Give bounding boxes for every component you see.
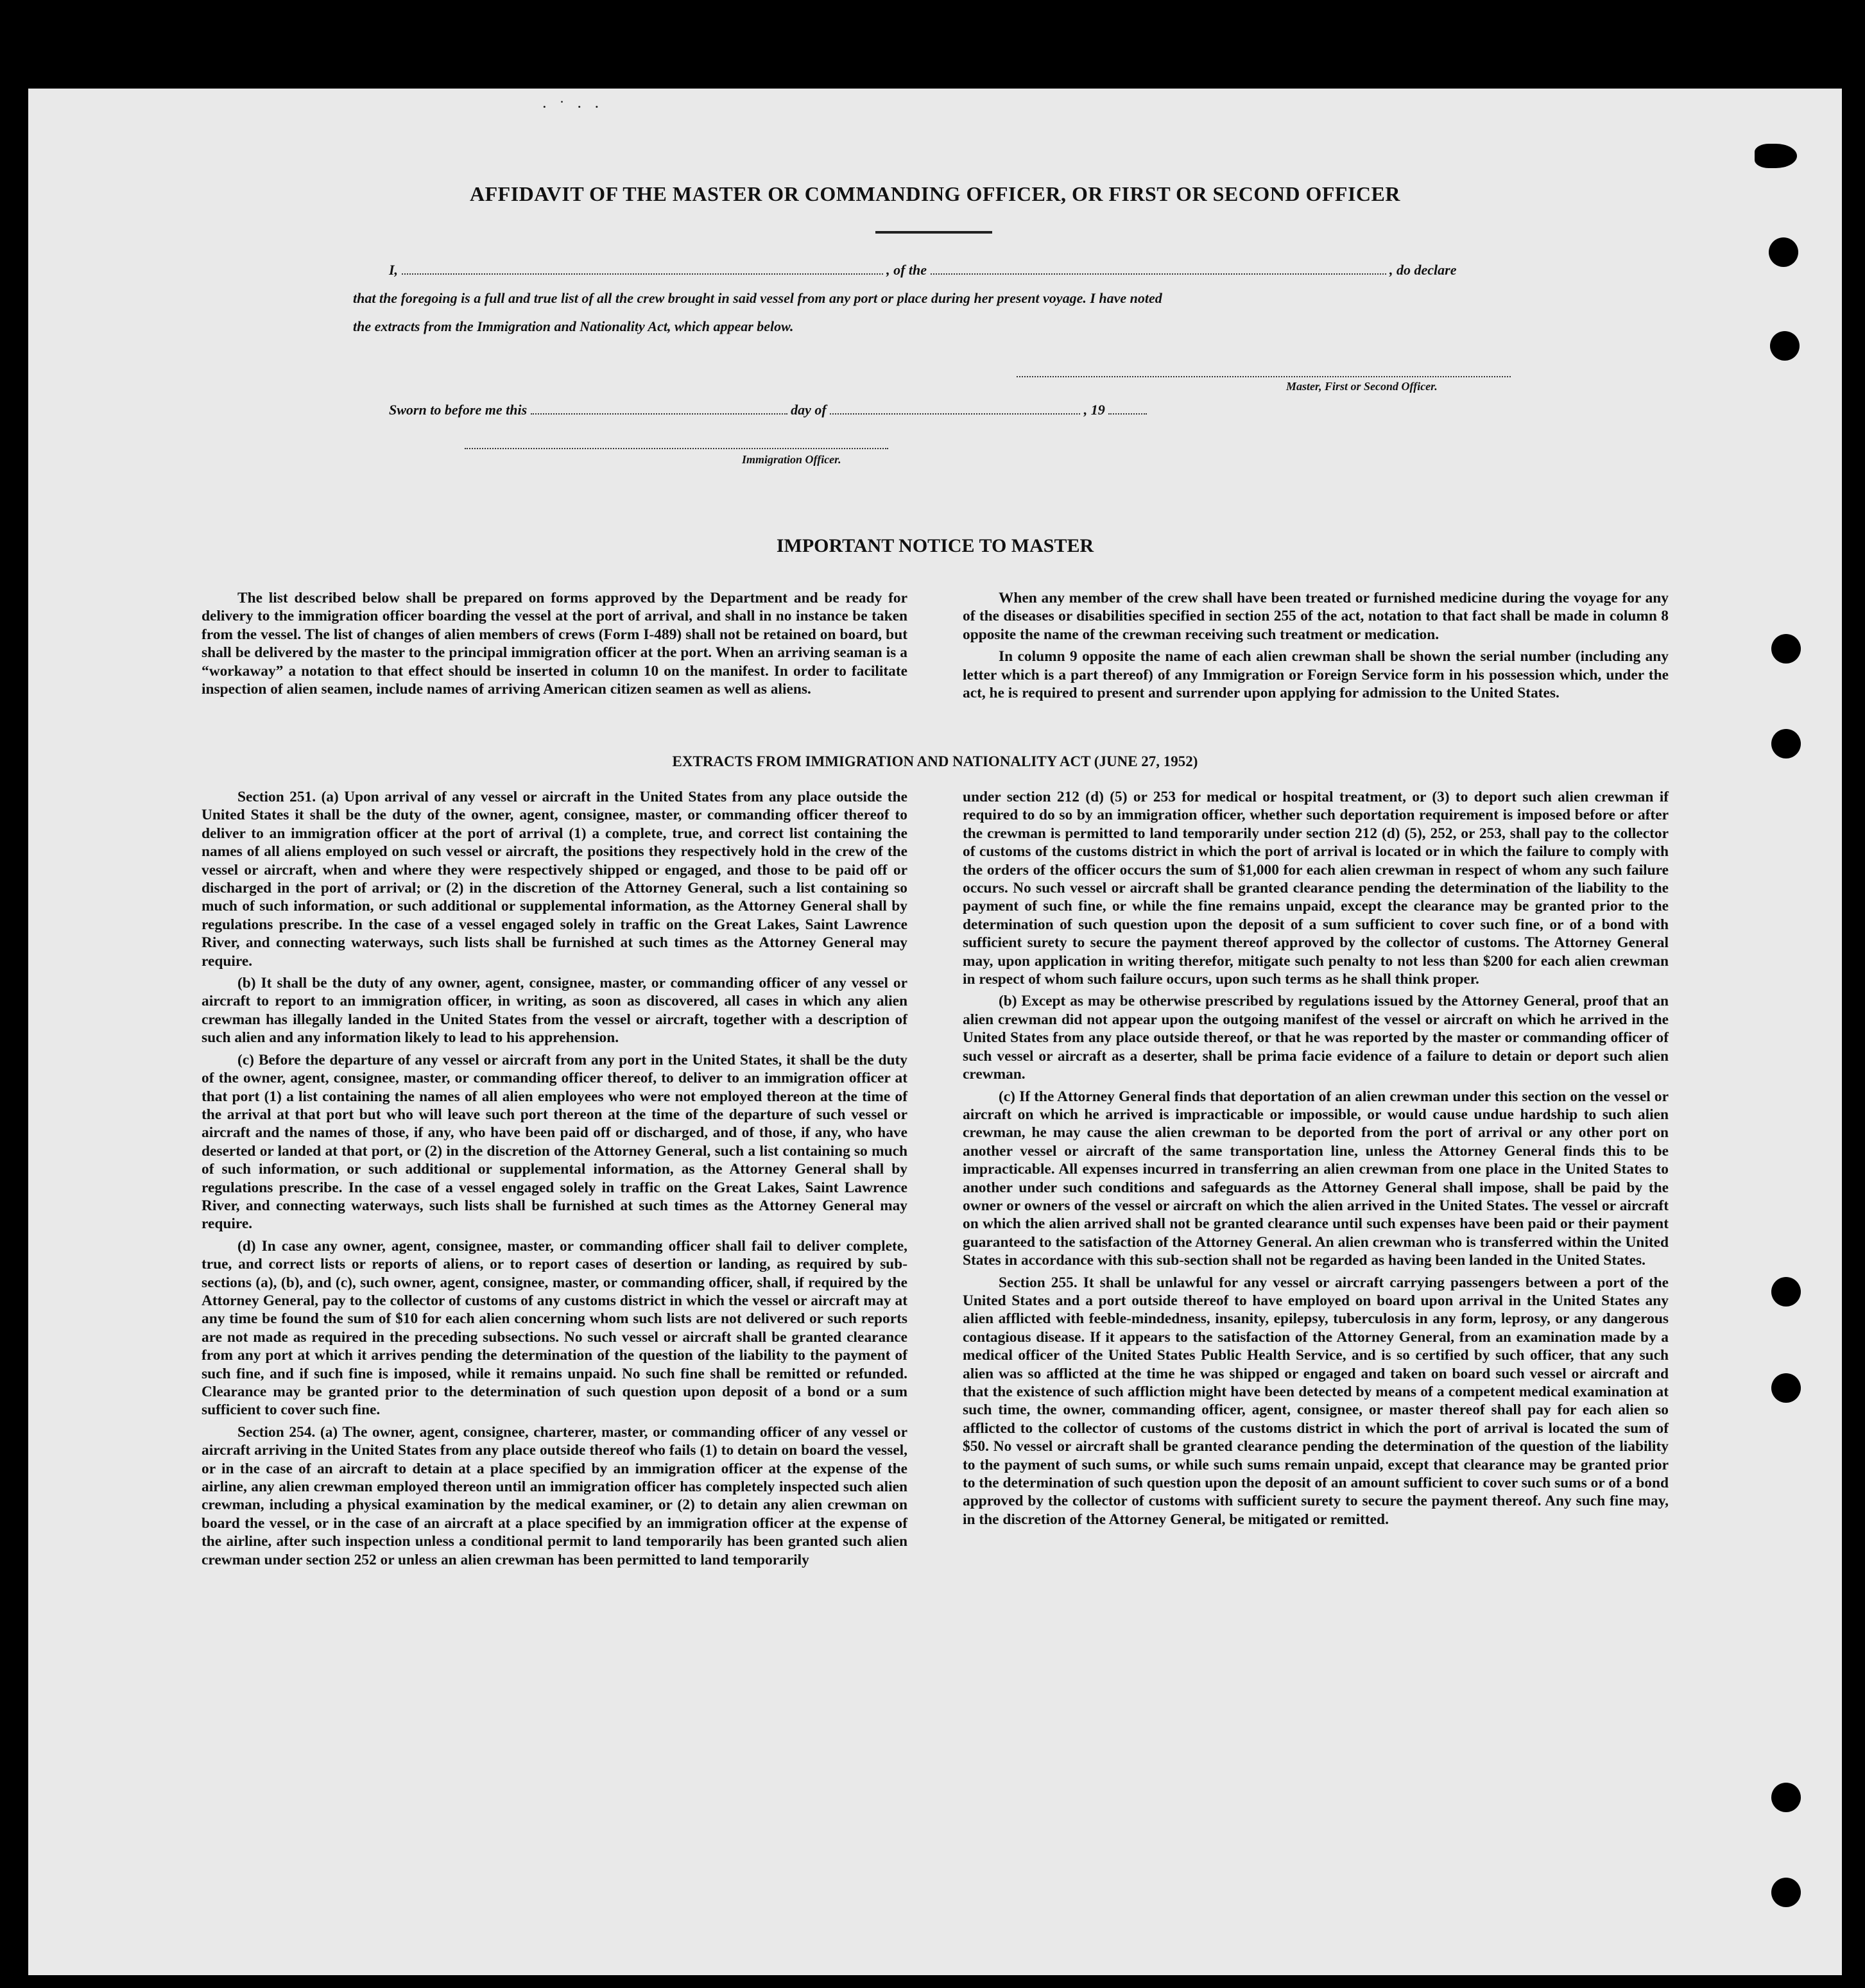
do-declare-label: , do declare	[1389, 262, 1457, 278]
name-field[interactable]	[402, 264, 883, 275]
sworn-line	[389, 402, 1147, 418]
extract-paragraph: Section 251. (a) Upon arrival of any vessel or aircraft in the United States from any place outside the United States it shall be the duty of the owner, agent, consignee, master, or commanding officer thereof to deliver to an immigration officer at the port of arrival (1) a complete, true, and correct list containing the names of all aliens employed on such vessel or aircraft, the positions they respectively hold in the crew of the vessel or aircraft, when and where they were respectively shipped or engaged, and those to be paid off or discharged in the port of arrival; or (2) in the discretion of the Attorney General, such a list containing so much of such information, or such additional or supplemental information, as the Attorney General shall by regulations prescribe. In the case of a vessel engaged solely in traffic on the Great Lakes, Saint Lawrence River, and connecting waterways, such lists shall be furnished at such times as the Attorney General may require.	[202, 789, 907, 970]
affidavit-title: AFFIDAVIT OF THE MASTER OR COMMANDING OFFICER, OR FIRST OR SECOND OFFICER	[470, 182, 1400, 205]
title-divider	[875, 231, 992, 234]
binder-hole-icon	[1770, 331, 1800, 361]
affidavit-line-2: that the foregoing is a full and true list of all the crew brought in said vessel from any port or place during her present voyage. I have noted	[353, 290, 1162, 306]
day-of-label: day of	[791, 402, 827, 418]
scan-speckle-icon: · ˙ · ·	[542, 98, 604, 116]
sworn-year-field[interactable]	[1108, 404, 1147, 415]
extract-paragraph: (b) It shall be the duty of any owner, agent, consignee, master, or commanding officer of any vessel or aircraft to report to an immigration officer, in writing, as soon as discovered, all cases in which any alien crewman has illegally landed in the United States from the vessel or aircraft, together with a description of such alien and any information likely to lead to his apprehension.	[202, 975, 907, 1047]
master-caption: Master, First or Second Officer.	[1286, 380, 1438, 393]
extracts-heading: EXTRACTS FROM IMMIGRATION AND NATIONALITY ACT (JUNE 27, 1952)	[672, 753, 1198, 769]
binder-hole-icon	[1755, 144, 1797, 168]
binder-hole-icon	[1769, 237, 1798, 267]
extracts-right-column	[963, 788, 1669, 1532]
vessel-field[interactable]	[931, 264, 1386, 275]
document-page	[28, 89, 1842, 1975]
extract-paragraph: under section 212 (d) (5) or 253 for medical or hospital treatment, or (3) to deport such alien crewman if required to do so by an immigration officer, whether such deportation requirement is imposed before or after the crewman is permitted to land temporarily under section 212 (d) (5), 252, or 253, shall pay to the collector of customs of the customs district in which the port of arrival is located or in which the failure to comply with the orders of the officer occurs the sum of $1,000 for each alien crewman in respect of whom any such failure occurs. No such vessel or aircraft shall be granted clearance pending the determination of the liability to the payment of such fine, or while the fine remains unpaid, except the clearance may be granted prior to the determination of such question upon the deposit of a sum sufficient to cover such fine, or of a bond with sufficient surety to secure the payment thereof approved by the collector of customs. The Attorney General may, upon application in writing therefor, mitigate such penalty to not less than $200 for each alien crewman in respect of whom such failure occurs, upon such terms as he shall think proper.	[963, 789, 1669, 988]
extracts-left-column	[202, 788, 907, 1573]
notice-paragraph: The list described below shall be prepared on forms approved by the Department and be ready for delivery to the immigration officer boarding the vessel at the port of arrival, and shall in no instance be taken from the vessel. The list of changes of alien members of crews (Form I-489) shall not be retained on board, but shall be delivered by the master to the principal immigration officer at the port. When an arriving seaman is a “workaway” a notation to that effect should be inserted in column 10 on the manifest. In order to facilitate inspection of alien seamen, include names of arriving American citizen seamen as well as aliens.	[202, 590, 907, 698]
officer-signature-line[interactable]	[465, 448, 888, 449]
binder-hole-icon	[1771, 1783, 1801, 1812]
binder-hole-icon	[1771, 1878, 1801, 1907]
affidavit-i-label: I,	[389, 262, 399, 278]
sworn-day-field[interactable]	[531, 404, 787, 415]
affidavit-line-3: the extracts from the Immigration and Nationality Act, which appear below.	[353, 318, 794, 334]
notice-title: IMPORTANT NOTICE TO MASTER	[776, 535, 1094, 556]
binder-hole-icon	[1771, 1277, 1801, 1307]
officer-caption: Immigration Officer.	[742, 453, 841, 466]
notice-paragraph: In column 9 opposite the name of each alien crewman shall be shown the serial number (including any letter which is a part thereof) of any Immigration or Foreign Service form in his possession which, under the act, he is required to present and surrender upon applying for admission to the United States.	[963, 648, 1669, 702]
binder-hole-icon	[1771, 1373, 1801, 1403]
master-signature-line[interactable]	[1017, 376, 1511, 377]
sworn-prefix: Sworn to before me this	[389, 402, 528, 418]
sworn-month-field[interactable]	[830, 404, 1080, 415]
notice-left-column	[202, 589, 907, 702]
of-the-label: , of the	[886, 262, 927, 278]
binder-hole-icon	[1771, 634, 1801, 664]
extract-paragraph: (c) Before the departure of any vessel or aircraft from any port in the United States, it shall be the duty of the owner, agent, consignee, master, or commanding officer thereof, to deliver to an immigration officer at that port (1) a list containing the names of all alien employees who were not employed thereon at the time of the arrival at that port but who will leave such port thereon at the time of the departure of such vessel or aircraft and the names of those, if any, who have been paid off or discharged, and of those, if any, who have deserted or landed at that port, or (2) in the discretion of the Attorney General, such a list containing so much of such information, or such additional or supplemental information, as the Attorney General shall by regulations prescribe. In the case of a vessel engaged solely in traffic on the Great Lakes, Saint Lawrence River, and connecting waterways, such lists shall be furnished at such times as the Attorney General may require.	[202, 1051, 907, 1233]
extract-paragraph: Section 254. (a) The owner, agent, consignee, charterer, master, or commanding officer of any vessel or aircraft arriving in the United States from any place outside thereof who fails (1) to detain on board the vessel, or in the case of an aircraft to detain at a place specified by an immigration officer at the expense of the airline, any alien crewman employed thereon until an immigration officer has completely inspected such alien crewman, including a physical examination by the medical examiner, or (2) to detain any alien crewman on board the vessel, or in the case of an aircraft at a place specified by an immigration officer at the expense of the airline, after such inspection unless a conditional permit to land temporarily has been granted such alien crewman under section 252 or unless an alien crewman has been permitted to land temporarily	[202, 1423, 907, 1568]
notice-paragraph: When any member of the crew shall have been treated or furnished medicine during the voyage for any of the diseases or disabilities specified in section 255 of the act, notation to that fact shall be made in column 8 opposite the name of the crewman receiving such treatment or medication.	[963, 590, 1669, 643]
extract-paragraph: Section 255. It shall be unlawful for any vessel or aircraft carrying passengers between a port of the United States and a port outside thereof to have employed on board upon arrival in the United States any alien afflicted with feeble-mindedness, insanity, epilepsy, tuberculosis in any form, leprosy, or any dangerous contagious disease. If it appears to the satisfaction of the Attorney General, from an examination made by a medical officer of the United States Public Health Service, and is so certified by such officer, that any such alien was so afflicted at the time he was shipped or engaged and taken on board such vessel or aircraft and that the existence of such affliction might have been detected by means of a competent medical examination at such time, the owner, commanding officer, agent, consignee, or master thereof shall pay for each alien so afflicted to the collector of customs of the customs district in which the port of arrival is located the sum of $50. No vessel or aircraft shall be granted clearance pending the determination of the question of the liability to the payment of such sums, or while such sums remain unpaid, except that clearance may be granted prior to the determination of such question upon the deposit of an amount sufficient to cover such sums or of a bond approved by the collector of customs with sufficient surety to secure the payment thereof. Any such fine may, in the discretion of the Attorney General, be mitigated or remitted.	[963, 1274, 1669, 1528]
extract-paragraph: (c) If the Attorney General finds that deportation of an alien crewman under this section on the vessel or aircraft on which he arrived is impracticable or impossible, or would cause undue hardship to such alien crewman, he may cause the alien crewman to be deported from the port of arrival or any other port on another vessel or aircraft of the same transportation line, unless the Attorney General finds this to be impracticable. All expenses incurred in transferring an alien crewman from one place in the United States to another under such conditions and safeguards as the Attorney General shall impose, shall be paid by the owner or owners of the vessel or aircraft on which the alien arrived in the United States. The vessel or aircraft on which the alien arrived shall not be granted clearance until such expenses have been paid or their payment guaranteed to the satisfaction of the Attorney General. An alien crewman who is transferred within the United States in accordance with this sub-section shall not be regarded as having been landed in the United States.	[963, 1088, 1669, 1269]
affidavit-line-1	[389, 262, 1456, 278]
year-label: , 19	[1083, 402, 1105, 418]
extract-paragraph: (d) In case any owner, agent, consignee, master, or commanding officer shall fail to deliver complete, true, and correct lists or reports of aliens, or to report cases of desertion or landing, as required by sub-sections (a), (b), and (c), such owner, agent, consignee, master, or commanding officer, shall, if required by the Attorney General, pay to the collector of customs of any customs district in which the vessel or aircraft may at any time be found the sum of $10 for each alien concerning whom such lists are not delivered or such reports are not made as required in the preceding subsections. No such vessel or aircraft shall be granted clearance from any port at which it arrives pending the determination of the question of the liability to the payment of such fine, and if such fine is imposed, while it remains unpaid. No such fine shall be remitted or refunded. Clearance may be granted prior to the determination of such question upon deposit of a bond or a sum sufficient to cover such fine.	[202, 1237, 907, 1419]
extract-paragraph: (b) Except as may be otherwise prescribed by regulations issued by the Attorney General, proof that an alien crewman did not appear upon the outgoing manifest of the vessel or aircraft on which he arrived in the United States from any place outside thereof, or that he was reported by the master or commanding officer of such vessel or aircraft as a deserter, shall be prima facie evidence of a failure to detain or deport such alien crewman.	[963, 993, 1669, 1083]
notice-right-column	[963, 589, 1669, 706]
